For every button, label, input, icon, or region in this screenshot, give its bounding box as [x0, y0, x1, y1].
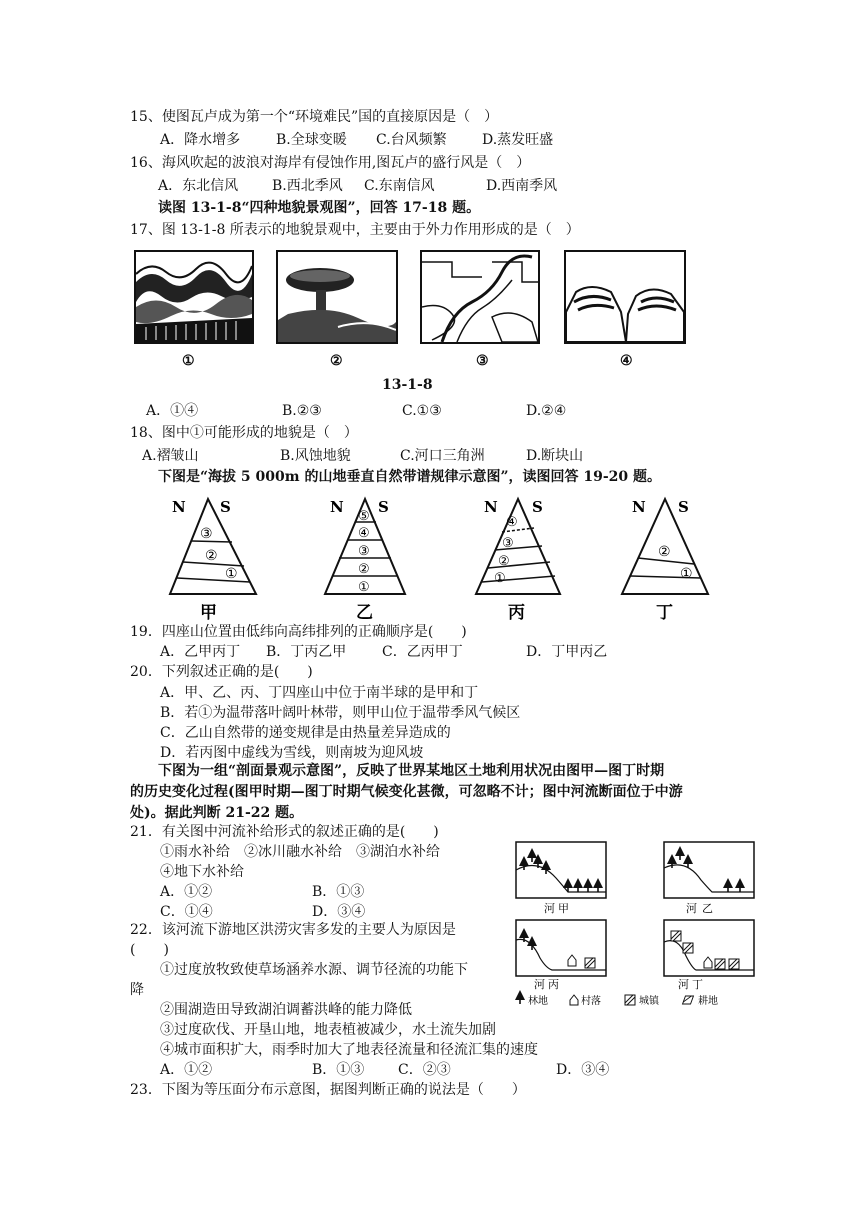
zone-label: ① [494, 571, 506, 586]
q22-option-d: D．③④ [556, 1062, 610, 1078]
q18-stem: 18、图中①可能形成的地貌是（ ） [130, 425, 358, 441]
q18-option-b: B.风蚀地貌 [280, 448, 351, 464]
zone-label: ② [358, 562, 370, 577]
river-label: 河 [544, 902, 555, 915]
zone-label: ② [498, 554, 510, 569]
mountain-jia [170, 498, 256, 623]
q22-item-4: ④城市面积扩大，雨季时加大了地表径流量和径流汇集的速度 [160, 1042, 538, 1058]
panel-name: 乙 [702, 902, 713, 915]
mountain-name: 甲 [200, 603, 217, 623]
mountain-yi [325, 498, 405, 623]
q21-option-b: B．①③ [312, 884, 365, 900]
q20-stem: 20．下列叙述正确的是( ) [130, 664, 313, 680]
compass-s: S [378, 498, 389, 516]
zone-label: ② [205, 548, 218, 564]
intro-17-18: 读图 13-1-8“四种地貌景观图”，回答 17-18 题。 [158, 200, 481, 216]
landform-figure-2-mushroom-rock [276, 250, 398, 344]
mountain-name: 乙 [356, 603, 373, 623]
q18-option-c: C.河口三角洲 [400, 448, 485, 464]
landform-figure-3-river-valley [420, 250, 540, 344]
fig13-label-4: ④ [620, 353, 633, 369]
profile-legend [515, 990, 718, 1007]
compass-s: S [532, 498, 543, 516]
q22-item-2: ②围湖造田导致湖泊调蓄洪峰的能力降低 [160, 1002, 412, 1018]
profile-panel-bing [516, 920, 606, 991]
q21-items-line1: ①雨水补给 ②冰川融水补给 ③湖泊水补给 [160, 844, 440, 860]
q18-option-d: D.断块山 [526, 448, 584, 464]
compass-n: N [172, 498, 186, 516]
q16-option-b: B.西北季风 [272, 178, 343, 194]
q16-option-c: C.东南信风 [364, 178, 435, 194]
q19-option-c: C．乙丙甲丁 [382, 644, 463, 660]
mountain-name: 丁 [656, 603, 673, 623]
q23-stem: 23．下图为等压面分布示意图，据图判断正确的说法是（ ） [130, 1082, 526, 1098]
q15-option-a: A．降水增多 [160, 132, 241, 148]
fig13-label-3: ③ [476, 353, 489, 369]
q20-option-c: C．乙山自然带的递变规律是由热量差异造成的 [160, 725, 451, 741]
compass-s: S [220, 498, 231, 516]
q22-stem-line2: ( ) [130, 942, 169, 958]
zone-label: ② [658, 544, 671, 560]
q17-option-d: D.②④ [526, 403, 567, 419]
q15-stem: 15、使图瓦卢成为第一个“环境难民”国的直接原因是（ ） [130, 109, 499, 125]
zone-label: ⑤ [358, 509, 370, 524]
intro-21-22-line2: 的历史变化过程(图甲时期—图丁时期气候变化甚微，可忽略不计；图中河流断面位于中游 [130, 784, 683, 800]
q16-option-d: D.西南季风 [486, 178, 558, 194]
river-label: 河 [686, 902, 697, 915]
mountain-zonation-figure [150, 494, 750, 624]
q18-option-a: A.褶皱山 [142, 448, 199, 464]
panel-name: 丁 [692, 978, 703, 991]
profile-panel-jia [516, 842, 606, 915]
zone-label: ④ [358, 526, 370, 541]
zone-label: ③ [358, 544, 370, 559]
q17-option-b: B.②③ [282, 403, 322, 419]
mountain-name: 丙 [508, 603, 525, 623]
fig13-caption: 13-1-8 [382, 377, 433, 393]
legend-forest: 林地 [528, 996, 548, 1007]
mountain-bing [476, 498, 560, 623]
q22-item-1-cont: 降 [130, 982, 144, 998]
q16-stem: 16、海风吹起的波浪对海岸有侵蚀作用,图瓦卢的盛行风是（ ） [130, 155, 531, 171]
profile-panel-ding [664, 920, 754, 991]
q21-items-line2: ④地下水补给 [160, 864, 244, 880]
zone-label: ① [225, 566, 238, 582]
compass-n: N [484, 498, 498, 516]
q17-option-c: C.①③ [402, 403, 442, 419]
zone-label: ③ [502, 536, 514, 551]
q17-stem: 17、图 13-1-8 所表示的地貌景观中，主要由于外力作用形成的是（ ） [130, 222, 580, 238]
compass-s: S [678, 498, 689, 516]
fig13-label-1: ① [182, 353, 195, 369]
landform-figure-4-rift [564, 250, 686, 344]
river-label: 河 [534, 978, 545, 991]
q15-option-b: B.全球变暖 [276, 132, 347, 148]
q22-item-3: ③过度砍伐、开垦山地，地表植被减少，水土流失加剧 [160, 1022, 496, 1038]
zone-label: ① [358, 580, 370, 595]
q22-stem-line1: 22．该河流下游地区洪涝灾害多发的主要人为原因是 [130, 922, 456, 938]
q21-option-d: D．③④ [312, 904, 366, 920]
q15-option-c: C.台风频繁 [376, 132, 447, 148]
legend-village: 村落 [581, 996, 601, 1007]
river-label: 河 [678, 978, 689, 991]
q22-option-c: C．②③ [398, 1062, 451, 1078]
mountain-ding [622, 498, 708, 623]
compass-n: N [330, 498, 344, 516]
q21-stem: 21．有关图中河流补给形式的叙述正确的是( ) [130, 824, 439, 840]
q17-option-a: A．①④ [146, 403, 199, 419]
landform-figure-1-folds [134, 250, 254, 344]
q21-option-c: C．①④ [160, 904, 213, 920]
q21-option-a: A．①② [160, 884, 213, 900]
profile-panel-yi [664, 842, 754, 915]
q20-option-d: D．若丙图中虚线为雪线，则南坡为迎风坡 [160, 745, 424, 761]
q19-option-d: D．丁甲丙乙 [526, 644, 608, 660]
fig13-label-2: ② [330, 353, 343, 369]
q19-stem: 19．四座山位置由低纬向高纬排列的正确顺序是( ) [130, 624, 467, 640]
q16-option-a: A．东北信风 [158, 178, 239, 194]
zone-label: ④ [506, 515, 518, 530]
legend-town: 城镇 [639, 996, 659, 1007]
q15-option-d: D.蒸发旺盛 [482, 132, 554, 148]
panel-name: 丙 [548, 978, 559, 991]
q22-option-b: B．①③ [312, 1062, 365, 1078]
q19-option-a: A．乙甲丙丁 [160, 644, 241, 660]
q20-option-a: A．甲、乙、丙、丁四座山中位于南半球的是甲和丁 [160, 685, 479, 701]
q19-option-b: B．丁丙乙甲 [266, 644, 347, 660]
panel-name: 甲 [558, 902, 569, 915]
intro-19-20: 下图是“海拔 5 000m 的山地垂直自然带谱规律示意图”，读图回答 19-20 题。 [158, 469, 662, 485]
zone-label: ③ [200, 526, 213, 542]
q22-item-1: ①过度放牧致使草场涵养水源、调节径流的功能下 [160, 962, 468, 978]
q22-option-a: A．①② [160, 1062, 213, 1078]
intro-21-22-line3: 处)。据此判断 21-22 题。 [130, 805, 304, 821]
land-use-profile-figure [508, 830, 758, 1010]
intro-21-22-line1: 下图为一组“剖面景观示意图”，反映了世界某地区土地利用状况由图甲—图丁时期 [158, 763, 665, 779]
legend-farmland: 耕地 [698, 996, 718, 1007]
compass-n: N [632, 498, 646, 516]
q20-option-b: B．若①为温带落叶阔叶林带，则甲山位于温带季风气候区 [160, 705, 521, 721]
zone-label: ① [680, 566, 693, 582]
